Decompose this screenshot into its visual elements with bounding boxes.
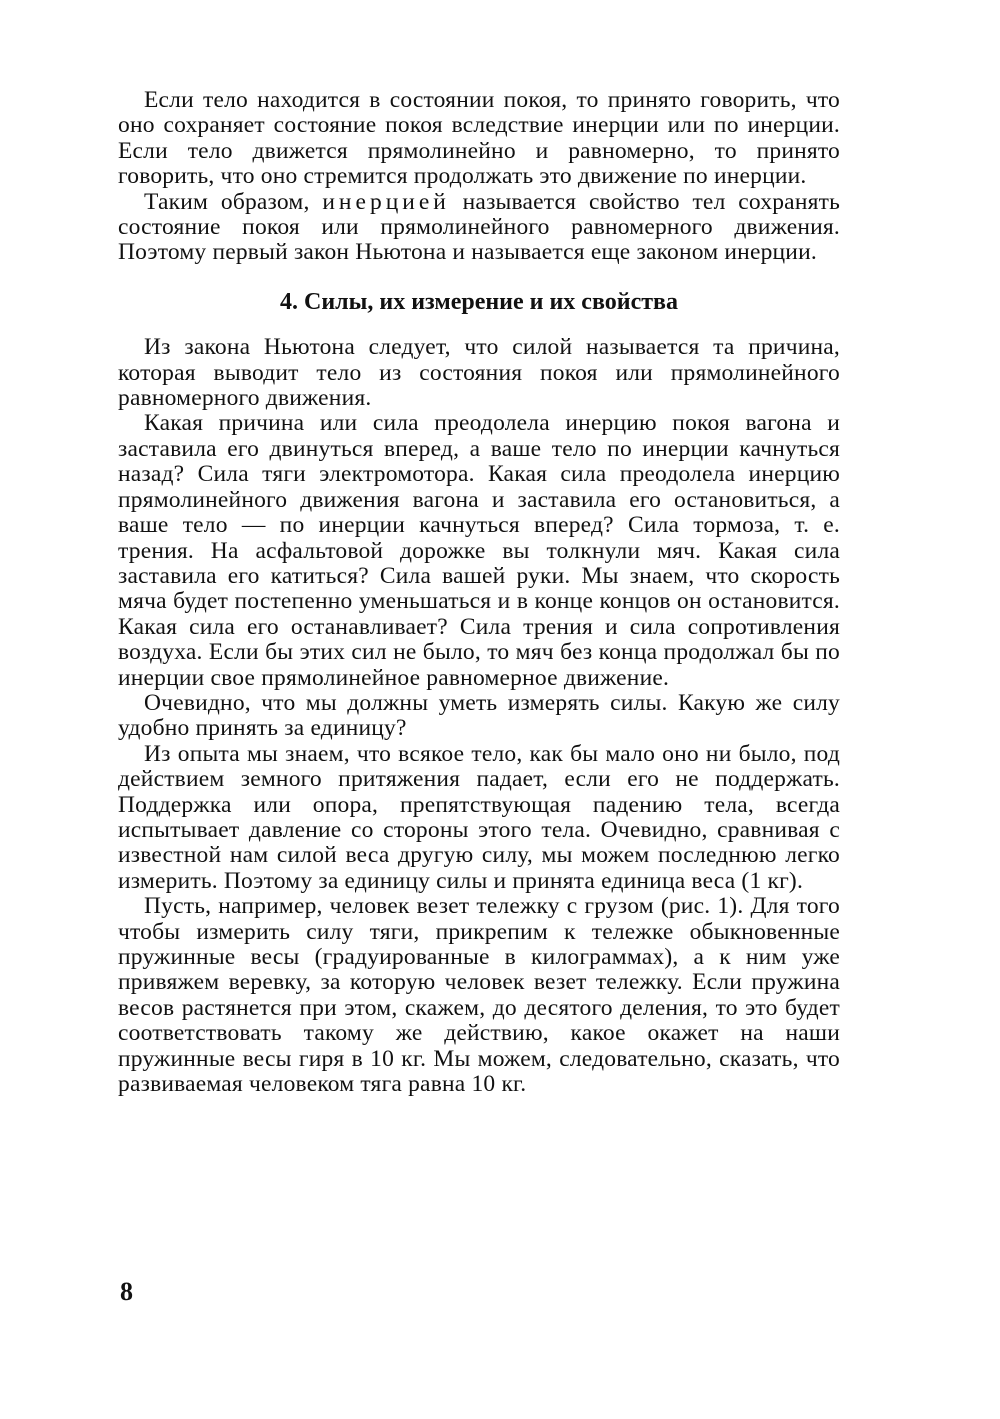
paragraph-measure-forces: Очевидно, что мы должны уметь измерять силы. Какую же силу удобно принять за единицу? [118, 689, 840, 742]
paragraph-force-definition: Из закона Ньютона следует, что силой называется та причина, которая выводит тело из состояния покоя или прямолинейного равномерного движения. [118, 334, 840, 412]
paragraph-inertia-rest: Если тело находится в состоянии покоя, то принято говорить, что оно сохраняет состояние покоя вследствие инерции или по инерции. Если тело движется прямолинейно и равномерно, то принято говорить, что оно стремится продолжать это движение по инерции. [118, 87, 840, 190]
paragraph-cart-example: Пусть, например, человек везет тележку с грузом (рис. 1). Для того чтобы измерить силу тяги, прикрепим к тележке обыкновенные пружинные весы (градуированные в килограммах), а к ним уже привяжем веревку, за которую человек везет тележку. Если пружина весов растянется при этом, скажем, до десятого деления, то это будет соответствовать такому же действию, какое окажет на наши пружинные весы гиря в 10 кг. Мы можем, следовательно, сказать, что развиваемая человеком тяга равна 10 кг. [118, 893, 840, 1098]
definition-tail-text: называется свойство тел сохранять состояние покоя или прямолинейного равномерного движения. Поэтому первый закон Ньютона и называется еще законом инерции. [118, 188, 840, 266]
paragraph-weight-unit: Из опыта мы знаем, что всякое тело, как бы мало оно ни было, под действием земного притяжения падает, если его не поддержать. Поддержка или опора, препятствующая падению тела, всегда испытывает давление со стороны этого тела. Очевидно, сравнивая с известной нам силой веса другую силу, мы можем последнюю легко измерить. Поэтому за единицу силы и принята единица веса (1 кг). [118, 740, 840, 894]
page-number: 8 [120, 1277, 133, 1306]
section-heading: 4. Силы, их измерение и их свойства [280, 288, 678, 315]
paragraph-wagon-example: Какая причина или сила преодолела инерцию покоя вагона и заставила его двинуться вперед, а ваше тело по инерции качнуться назад? Сила тяги электромотора. Какая сила преодолела инерцию прямолинейного движения вагона и заставила его остановиться, а ваше тело — по инерции качнуться вперед? Сила тормоза, т. е. трения. На асфальтовой дорожке вы толкнули мяч. Какая сила заставила его катиться? Сила вашей руки. Мы знаем, что скорость мяча будет постепенно уменьшаться и в конце концов он остановится. Какая сила его останавливает? Сила трения и сила сопротивления воздуха. Если бы этих сил не было, то мяч без конца продолжал бы по инерции свое прямолинейное равномерное движение. [118, 410, 840, 691]
inertia-term: инерцией [322, 188, 450, 215]
paragraph-inertia-definition [118, 190, 840, 266]
definition-lead-text: Таким образом, [144, 188, 323, 215]
page-body [118, 88, 840, 1097]
